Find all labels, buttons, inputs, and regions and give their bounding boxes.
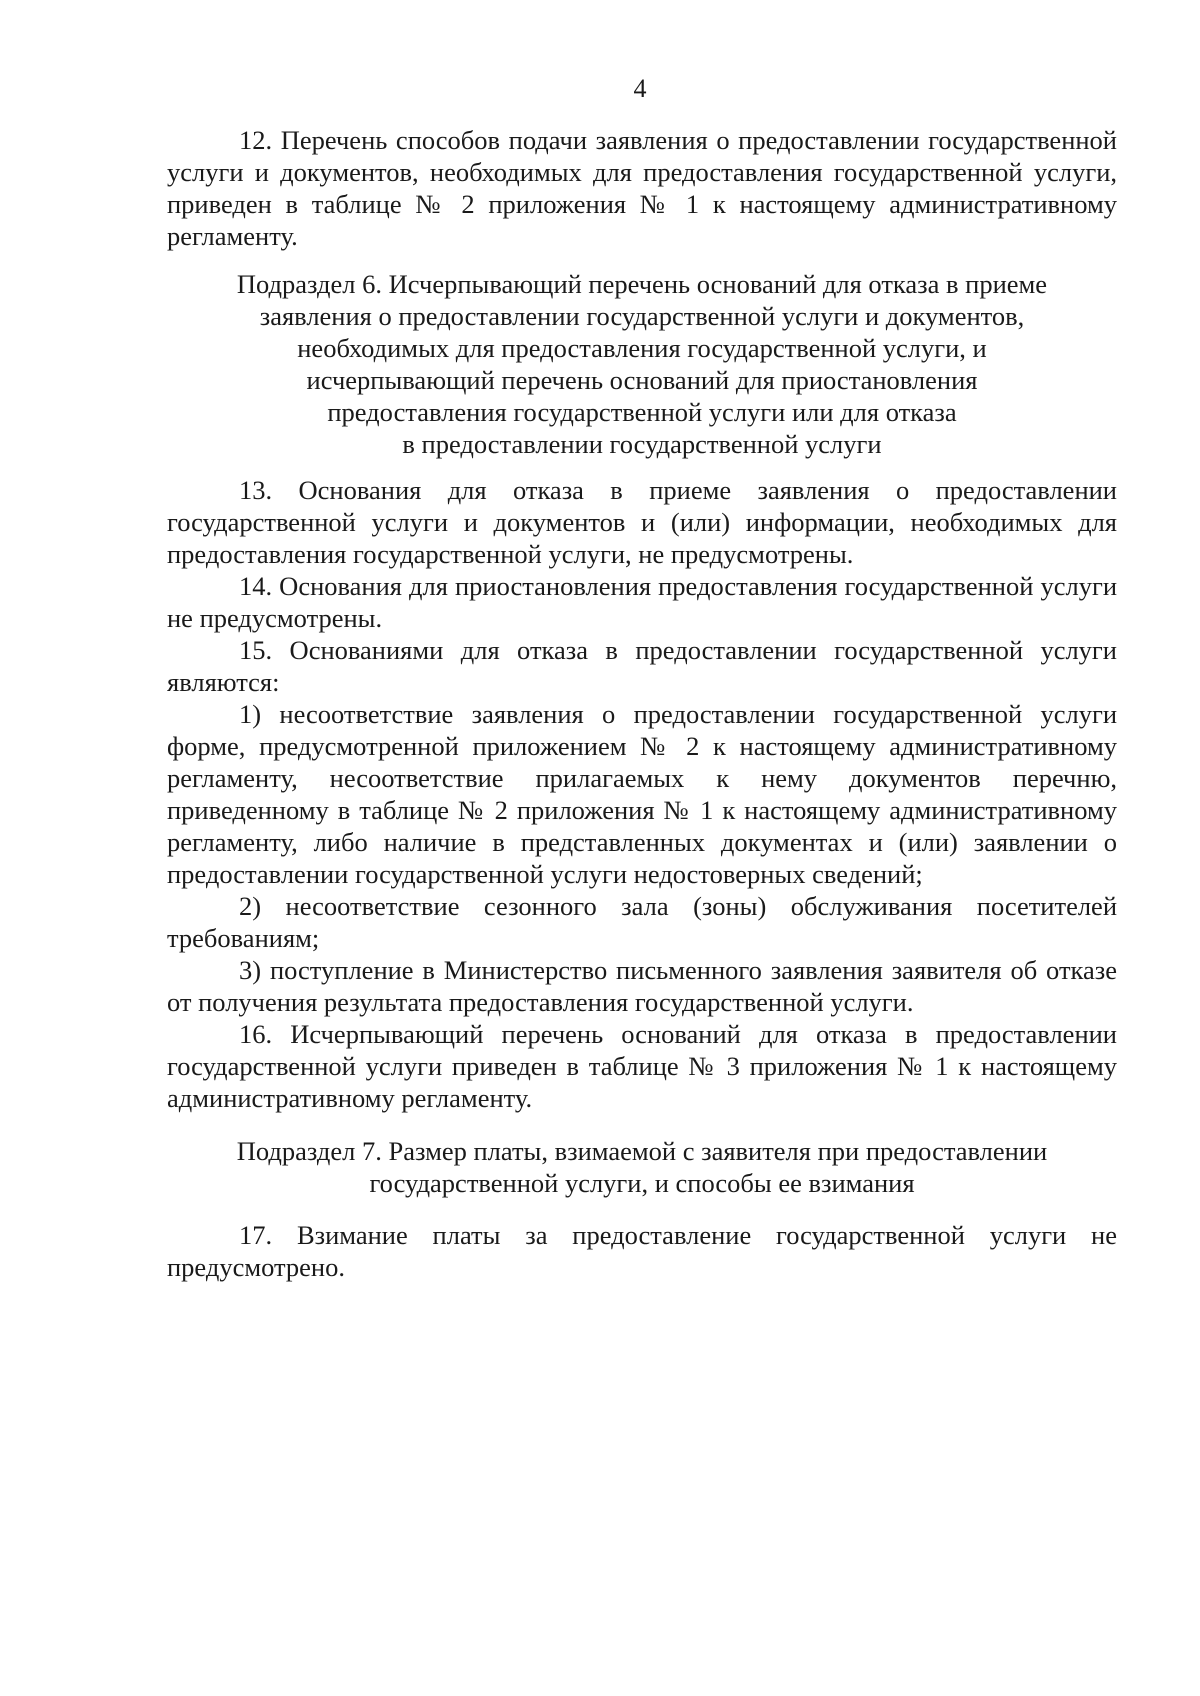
heading-line: исчерпывающий перечень оснований для приостановления [306,365,978,395]
heading-line: необходимых для предоставления государственной услуги, и [297,333,987,363]
list-item-1: 1) несоответствие заявления о предоставлении государственной услуги форме, предусмотренной приложением № 2 к настоящему административному регламенту, несоответствие прилагаемых к нему документов перечню, приведенному в таблице № 2 приложения № 1 к настоящему административному регламенту, либо наличие в представленных документах и (или) заявлении о предоставлении государственной услуги недостоверных сведений; [167,699,1117,889]
paragraph-12: 12. Перечень способов подачи заявления о предоставлении государственной услуги и документов, необходимых для предоставления государственной услуги, приведен в таблице № 2 приложения № 1 к настоящему административному регламенту. [167,125,1117,251]
paragraph-16: 16. Исчерпывающий перечень оснований для отказа в предоставлении государственной услуги приведен в таблице № 3 приложения № 1 к настоящему административному регламенту. [167,1019,1117,1113]
page-number: 4 [633,74,647,103]
heading-line: Подраздел 7. Размер платы, взимаемой с заявителя при предоставлении [236,1136,1048,1166]
paragraph-15: 15. Основаниями для отказа в предоставлении государственной услуги являются: [167,635,1117,697]
heading-line: предоставления государственной услуги или для отказа [327,397,957,427]
paragraph-17: 17. Взимание платы за предоставление государственной услуги не предусмотрено. [167,1220,1117,1282]
heading-line: Подраздел 6. Исчерпывающий перечень оснований для отказа в приеме [236,269,1048,299]
list-item-2: 2) несоответствие сезонного зала (зоны) обслуживания посетителей требованиям; [167,891,1117,953]
paragraph-13: 13. Основания для отказа в приеме заявления о предоставлении государственной услуги и документов и (или) информации, необходимых для предоставления государственной услуги, не предусмотрены. [167,475,1117,569]
subsection-6-heading [167,268,1117,460]
subsection-7-heading [167,1135,1117,1199]
heading-line: в предоставлении государственной услуги [402,429,882,459]
paragraph-block-1 [167,124,1117,252]
heading-line: государственной услуги, и способы ее взимания [369,1168,915,1198]
heading-line: заявления о предоставлении государственной услуги и документов, [259,301,1025,331]
paragraph-14: 14. Основания для приостановления предоставления государственной услуги не предусмотрены. [167,571,1117,633]
paragraph-block-2 [167,474,1117,1114]
list-item-3: 3) поступление в Министерство письменного заявления заявителя об отказе от получения результата предоставления государственной услуги. [167,955,1117,1017]
paragraph-block-3 [167,1219,1117,1283]
